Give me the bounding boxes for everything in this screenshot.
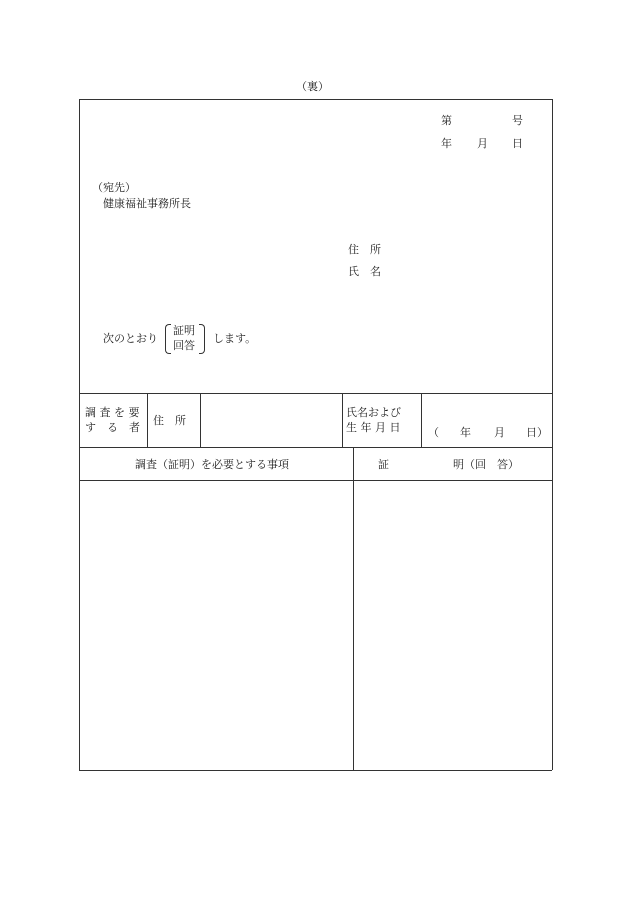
- number-suffix: 号: [512, 114, 523, 127]
- col1-header: 調査（証明）を必要とする事項: [135, 458, 289, 471]
- choice-bracket-right: [199, 324, 205, 354]
- name-dob-label-line2: 生 年 月 日: [346, 421, 401, 434]
- statement-prefix: 次のとおり: [103, 332, 158, 345]
- side-label: （裏）: [296, 80, 329, 93]
- frame-top: [79, 99, 552, 100]
- subject-divider-4: [421, 393, 422, 447]
- subject-address-value[interactable]: [205, 400, 337, 442]
- date-year: 年: [441, 137, 452, 150]
- table-header-bottom: [79, 480, 552, 481]
- certification-area[interactable]: [355, 482, 550, 768]
- statement-suffix: します。: [213, 332, 257, 345]
- matters-area[interactable]: [81, 482, 351, 768]
- subject-divider-1: [147, 393, 148, 447]
- addressee-label: （宛先）: [92, 181, 136, 194]
- frame-right: [552, 99, 553, 770]
- sender-address-label: 住 所: [348, 243, 381, 256]
- subject-row-bottom: [79, 447, 552, 448]
- addressee: 健康福祉事務所長: [103, 197, 191, 210]
- col2-header-b: 明（回 答）: [453, 458, 519, 471]
- date-month: 月: [477, 137, 488, 150]
- col2-header-a: 証: [378, 458, 389, 471]
- subject-divider-3: [342, 393, 343, 447]
- name-value[interactable]: [426, 398, 548, 420]
- choice-certify: 証明: [173, 324, 195, 337]
- subject-row-top: [79, 393, 552, 394]
- date-day: 日: [512, 137, 523, 150]
- name-dob-label-line1: 氏名および: [346, 406, 401, 419]
- choice-bracket-left: [165, 324, 171, 354]
- subject-address-label: 住 所: [153, 414, 186, 427]
- subject-label-line1: 調 査 を 要: [85, 406, 140, 419]
- number-prefix: 第: [441, 114, 452, 127]
- subject-divider-2: [200, 393, 201, 447]
- table-column-divider: [353, 447, 354, 770]
- dob-year: 年: [460, 426, 471, 439]
- dob-day: 日）: [526, 426, 548, 439]
- dob-month: 月: [494, 426, 505, 439]
- choice-reply: 回答: [173, 339, 195, 352]
- frame-left: [79, 99, 80, 770]
- subject-label-line2: す る 者: [85, 421, 140, 434]
- sender-name-label: 氏 名: [348, 265, 381, 278]
- frame-bottom: [79, 770, 552, 771]
- dob-open: （: [428, 426, 439, 439]
